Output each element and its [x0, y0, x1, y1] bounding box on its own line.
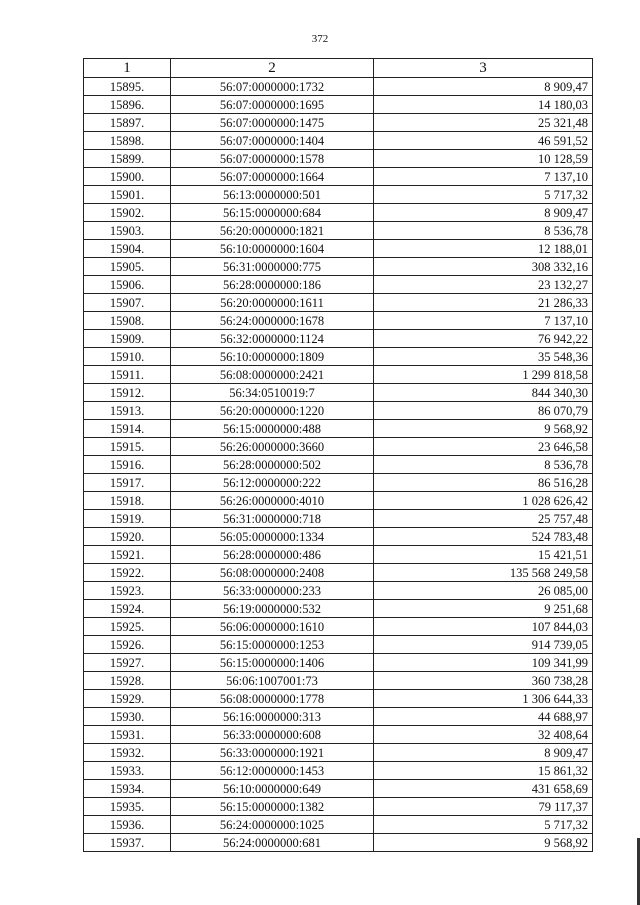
- row-number-cell: 15908.: [84, 312, 171, 330]
- table-row: [84, 600, 593, 618]
- table-row: [84, 240, 593, 258]
- value-cell: 46 591,52: [374, 132, 593, 150]
- row-number-cell: 15929.: [84, 690, 171, 708]
- row-number-cell: 15900.: [84, 168, 171, 186]
- cadastral-number-cell: 56:07:0000000:1404: [171, 132, 374, 150]
- table-row: [84, 492, 593, 510]
- cadastral-number-cell: 56:07:0000000:1578: [171, 150, 374, 168]
- value-cell: 524 783,48: [374, 528, 593, 546]
- cadastral-number-cell: 56:20:0000000:1220: [171, 402, 374, 420]
- row-number-cell: 15935.: [84, 798, 171, 816]
- cadastral-number-cell: 56:24:0000000:1025: [171, 816, 374, 834]
- cadastral-number-cell: 56:28:0000000:186: [171, 276, 374, 294]
- value-cell: 35 548,36: [374, 348, 593, 366]
- table-row: [84, 510, 593, 528]
- value-cell: 23 646,58: [374, 438, 593, 456]
- table-row: [84, 330, 593, 348]
- cadastral-number-cell: 56:15:0000000:1253: [171, 636, 374, 654]
- row-number-cell: 15910.: [84, 348, 171, 366]
- value-cell: 431 658,69: [374, 780, 593, 798]
- table-row: [84, 546, 593, 564]
- table-row: [84, 312, 593, 330]
- value-cell: 44 688,97: [374, 708, 593, 726]
- value-cell: 32 408,64: [374, 726, 593, 744]
- table-row: [84, 654, 593, 672]
- row-number-cell: 15930.: [84, 708, 171, 726]
- row-number-cell: 15922.: [84, 564, 171, 582]
- row-number-cell: 15901.: [84, 186, 171, 204]
- row-number-cell: 15934.: [84, 780, 171, 798]
- cadastral-number-cell: 56:26:0000000:3660: [171, 438, 374, 456]
- value-cell: 308 332,16: [374, 258, 593, 276]
- row-number-cell: 15906.: [84, 276, 171, 294]
- table-row: [84, 96, 593, 114]
- cadastral-number-cell: 56:08:0000000:2421: [171, 366, 374, 384]
- value-cell: 7 137,10: [374, 312, 593, 330]
- cadastral-number-cell: 56:07:0000000:1732: [171, 78, 374, 96]
- row-number-cell: 15912.: [84, 384, 171, 402]
- table-row: [84, 564, 593, 582]
- cadastral-number-cell: 56:07:0000000:1695: [171, 96, 374, 114]
- table-row: [84, 672, 593, 690]
- row-number-cell: 15918.: [84, 492, 171, 510]
- value-cell: 12 188,01: [374, 240, 593, 258]
- table-body: [84, 78, 593, 852]
- cadastral-number-cell: 56:19:0000000:532: [171, 600, 374, 618]
- row-number-cell: 15913.: [84, 402, 171, 420]
- row-number-cell: 15909.: [84, 330, 171, 348]
- cadastral-number-cell: 56:26:0000000:4010: [171, 492, 374, 510]
- row-number-cell: 15902.: [84, 204, 171, 222]
- value-cell: 1 299 818,58: [374, 366, 593, 384]
- row-number-cell: 15936.: [84, 816, 171, 834]
- table-row: [84, 204, 593, 222]
- table-row: [84, 420, 593, 438]
- row-number-cell: 15923.: [84, 582, 171, 600]
- value-cell: 1 306 644,33: [374, 690, 593, 708]
- cadastral-number-cell: 56:33:0000000:608: [171, 726, 374, 744]
- cadastral-number-cell: 56:05:0000000:1334: [171, 528, 374, 546]
- row-number-cell: 15916.: [84, 456, 171, 474]
- column-header-1: 1: [84, 59, 171, 78]
- cadastral-table: [83, 58, 593, 852]
- value-cell: 8 536,78: [374, 222, 593, 240]
- cadastral-number-cell: 56:33:0000000:233: [171, 582, 374, 600]
- value-cell: 914 739,05: [374, 636, 593, 654]
- row-number-cell: 15920.: [84, 528, 171, 546]
- table-row: [84, 636, 593, 654]
- cadastral-number-cell: 56:12:0000000:1453: [171, 762, 374, 780]
- cadastral-number-cell: 56:31:0000000:718: [171, 510, 374, 528]
- row-number-cell: 15917.: [84, 474, 171, 492]
- value-cell: 79 117,37: [374, 798, 593, 816]
- cadastral-number-cell: 56:20:0000000:1611: [171, 294, 374, 312]
- row-number-cell: 15903.: [84, 222, 171, 240]
- table-row: [84, 474, 593, 492]
- table-row: [84, 798, 593, 816]
- cadastral-number-cell: 56:12:0000000:222: [171, 474, 374, 492]
- page-number: 372: [311, 33, 329, 45]
- value-cell: 109 341,99: [374, 654, 593, 672]
- cadastral-number-cell: 56:07:0000000:1664: [171, 168, 374, 186]
- value-cell: 14 180,03: [374, 96, 593, 114]
- cadastral-number-cell: 56:32:0000000:1124: [171, 330, 374, 348]
- cadastral-number-cell: 56:15:0000000:1382: [171, 798, 374, 816]
- value-cell: 8 909,47: [374, 204, 593, 222]
- value-cell: 9 251,68: [374, 600, 593, 618]
- cadastral-number-cell: 56:24:0000000:1678: [171, 312, 374, 330]
- row-number-cell: 15898.: [84, 132, 171, 150]
- row-number-cell: 15931.: [84, 726, 171, 744]
- table-row: [84, 150, 593, 168]
- table-header-row: [84, 59, 593, 78]
- row-number-cell: 15911.: [84, 366, 171, 384]
- value-cell: 86 516,28: [374, 474, 593, 492]
- table-row: [84, 816, 593, 834]
- table-row: [84, 582, 593, 600]
- cadastral-number-cell: 56:16:0000000:313: [171, 708, 374, 726]
- value-cell: 5 717,32: [374, 816, 593, 834]
- table-row: [84, 132, 593, 150]
- cadastral-number-cell: 56:20:0000000:1821: [171, 222, 374, 240]
- table-row: [84, 384, 593, 402]
- row-number-cell: 15927.: [84, 654, 171, 672]
- value-cell: 76 942,22: [374, 330, 593, 348]
- cadastral-number-cell: 56:08:0000000:1778: [171, 690, 374, 708]
- table-row: [84, 438, 593, 456]
- table-row: [84, 222, 593, 240]
- value-cell: 10 128,59: [374, 150, 593, 168]
- cadastral-number-cell: 56:06:0000000:1610: [171, 618, 374, 636]
- cadastral-number-cell: 56:07:0000000:1475: [171, 114, 374, 132]
- value-cell: 844 340,30: [374, 384, 593, 402]
- table-row: [84, 708, 593, 726]
- table-row: [84, 78, 593, 96]
- cadastral-number-cell: 56:34:0510019:7: [171, 384, 374, 402]
- table-row: [84, 618, 593, 636]
- row-number-cell: 15895.: [84, 78, 171, 96]
- value-cell: 8 909,47: [374, 78, 593, 96]
- value-cell: 7 137,10: [374, 168, 593, 186]
- cadastral-number-cell: 56:15:0000000:684: [171, 204, 374, 222]
- table-row: [84, 366, 593, 384]
- row-number-cell: 15932.: [84, 744, 171, 762]
- value-cell: 135 568 249,58: [374, 564, 593, 582]
- row-number-cell: 15933.: [84, 762, 171, 780]
- cadastral-number-cell: 56:08:0000000:2408: [171, 564, 374, 582]
- table-row: [84, 258, 593, 276]
- table-row: [84, 690, 593, 708]
- table-row: [84, 276, 593, 294]
- table-row: [84, 114, 593, 132]
- row-number-cell: 15928.: [84, 672, 171, 690]
- cadastral-number-cell: 56:15:0000000:488: [171, 420, 374, 438]
- value-cell: 9 568,92: [374, 420, 593, 438]
- row-number-cell: 15915.: [84, 438, 171, 456]
- value-cell: 21 286,33: [374, 294, 593, 312]
- table-row: [84, 186, 593, 204]
- value-cell: 1 028 626,42: [374, 492, 593, 510]
- value-cell: 15 861,32: [374, 762, 593, 780]
- value-cell: 8 909,47: [374, 744, 593, 762]
- value-cell: 15 421,51: [374, 546, 593, 564]
- cadastral-number-cell: 56:28:0000000:502: [171, 456, 374, 474]
- table-row: [84, 762, 593, 780]
- row-number-cell: 15914.: [84, 420, 171, 438]
- cadastral-number-cell: 56:15:0000000:1406: [171, 654, 374, 672]
- table-row: [84, 726, 593, 744]
- table-row: [84, 402, 593, 420]
- column-header-3: 3: [374, 59, 593, 78]
- row-number-cell: 15897.: [84, 114, 171, 132]
- row-number-cell: 15896.: [84, 96, 171, 114]
- row-number-cell: 15904.: [84, 240, 171, 258]
- row-number-cell: 15926.: [84, 636, 171, 654]
- table-row: [84, 780, 593, 798]
- cadastral-number-cell: 56:31:0000000:775: [171, 258, 374, 276]
- cadastral-number-cell: 56:13:0000000:501: [171, 186, 374, 204]
- cadastral-number-cell: 56:28:0000000:486: [171, 546, 374, 564]
- row-number-cell: 15907.: [84, 294, 171, 312]
- cadastral-number-cell: 56:10:0000000:1809: [171, 348, 374, 366]
- table-row: [84, 528, 593, 546]
- row-number-cell: 15925.: [84, 618, 171, 636]
- cadastral-number-cell: 56:33:0000000:1921: [171, 744, 374, 762]
- column-header-2: 2: [171, 59, 374, 78]
- row-number-cell: 15905.: [84, 258, 171, 276]
- row-number-cell: 15924.: [84, 600, 171, 618]
- value-cell: 9 568,92: [374, 834, 593, 852]
- table-row: [84, 744, 593, 762]
- value-cell: 25 757,48: [374, 510, 593, 528]
- cadastral-number-cell: 56:06:1007001:73: [171, 672, 374, 690]
- value-cell: 8 536,78: [374, 456, 593, 474]
- table-row: [84, 456, 593, 474]
- table-row: [84, 294, 593, 312]
- cadastral-number-cell: 56:10:0000000:1604: [171, 240, 374, 258]
- row-number-cell: 15919.: [84, 510, 171, 528]
- value-cell: 5 717,32: [374, 186, 593, 204]
- value-cell: 107 844,03: [374, 618, 593, 636]
- row-number-cell: 15937.: [84, 834, 171, 852]
- table-row: [84, 348, 593, 366]
- value-cell: 86 070,79: [374, 402, 593, 420]
- row-number-cell: 15899.: [84, 150, 171, 168]
- value-cell: 26 085,00: [374, 582, 593, 600]
- table-row: [84, 168, 593, 186]
- value-cell: 23 132,27: [374, 276, 593, 294]
- value-cell: 360 738,28: [374, 672, 593, 690]
- value-cell: 25 321,48: [374, 114, 593, 132]
- cadastral-number-cell: 56:10:0000000:649: [171, 780, 374, 798]
- table-row: [84, 834, 593, 852]
- row-number-cell: 15921.: [84, 546, 171, 564]
- cadastral-number-cell: 56:24:0000000:681: [171, 834, 374, 852]
